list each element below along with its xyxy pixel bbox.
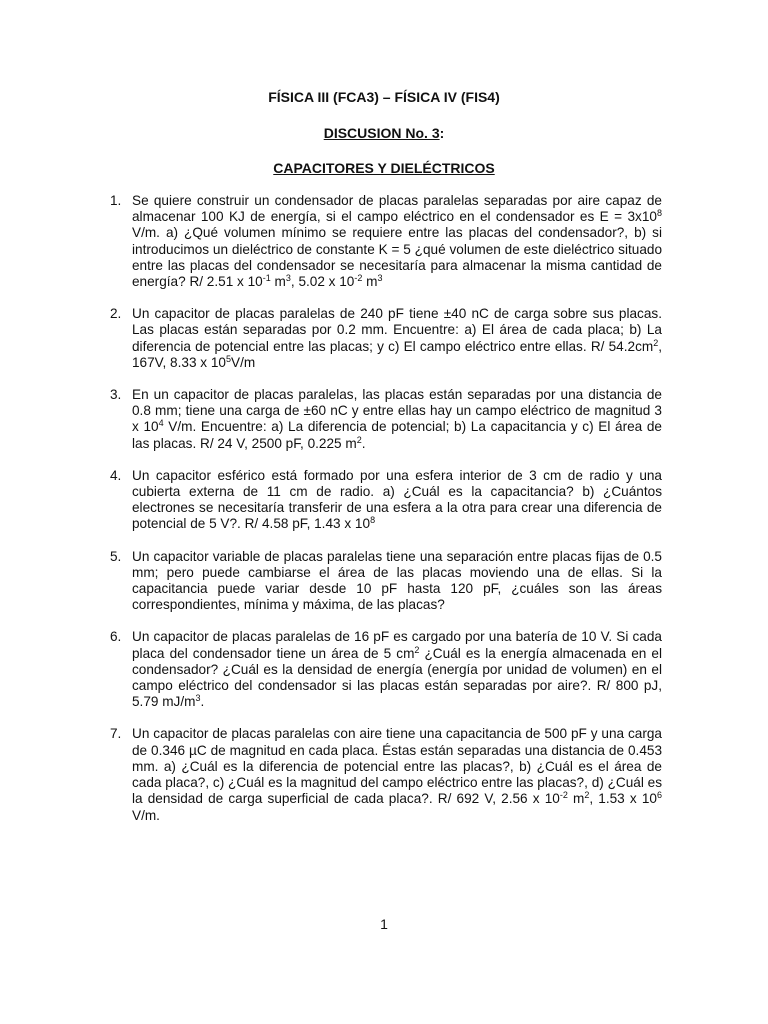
text-segment: , 1.53 x 10	[589, 791, 657, 807]
problem-number: 2.	[110, 306, 122, 322]
topic-title	[0, 160, 768, 176]
problem-number: 1.	[110, 193, 122, 208]
text-segment: , 5.02 x 10	[290, 274, 355, 290]
problem-item	[110, 726, 662, 823]
superscript: 2	[414, 644, 420, 655]
problem-number: 7.	[110, 726, 122, 742]
problem-text	[132, 549, 662, 614]
problem-text	[132, 387, 662, 452]
superscript: 3	[195, 693, 201, 704]
text-segment: Un capacitor de placas paralelas con aire tiene una capacitancia de 500 pF y una carga de 0.346 µC de magnitud en cada placa. Éstas están separadas una distancia de 0.453 mm. a) ¿Cuál es la diferencia de potencial entre las placas?, b) ¿Cuál es el área de cada placa?, c) ¿Cuál es la magnitud del campo eléctrico entre las placas?, d) ¿Cuál es la densidad de carga superficial de cada placa?. R/ 692 V, 2.56 x 10	[132, 726, 662, 807]
problem-number: 5.	[110, 548, 122, 564]
superscript: 3	[377, 273, 383, 284]
text-segment: Se quiere construir un condensador de placas paralelas separadas por aire capaz de almacenar 100 KJ de energía, si el campo eléctrico en el condensador es E = 3x10	[132, 193, 662, 225]
problem-item	[110, 549, 662, 614]
problem-item	[110, 306, 662, 371]
text-segment: V/m.	[132, 807, 160, 823]
superscript: 4	[158, 418, 164, 429]
superscript: -2	[354, 273, 363, 284]
text-segment: En un capacitor de placas paralelas, las placas están separadas por una distancia de 0.8 mm; tiene una carga de ±60 nC y entre ellas hay un campo eléctrico de magnitud 3 x 10	[132, 387, 662, 435]
superscript: 2	[356, 434, 362, 445]
problem-text	[132, 629, 662, 710]
text-segment: V/m	[231, 354, 256, 370]
problem-text	[132, 726, 662, 823]
problem-list	[110, 193, 662, 840]
topic-label: CAPACITORES Y DIELÉCTRICOS	[273, 160, 495, 176]
problem-item	[110, 193, 662, 290]
course-title: FÍSICA III (FCA3) – FÍSICA IV (FIS4)	[268, 89, 500, 105]
superscript: -1	[262, 273, 271, 284]
discussion-colon: :	[439, 125, 445, 141]
superscript: 8	[656, 208, 662, 219]
text-segment: Un capacitor de placas paralelas de 240 pF tiene ±40 nC de carga sobre sus placas. Las placas están separadas por 0.2 mm. Encuentre: a) El área de cada placa; b) La diferencia de potencial entre las placas; y c) El campo eléctrico entre ellas. R/ 54.2cm	[132, 306, 662, 354]
problem-item	[110, 629, 662, 710]
problem-number: 4.	[110, 467, 122, 483]
text-segment: .	[200, 694, 205, 710]
superscript: -2	[559, 790, 568, 801]
text-segment: V/m. Encuentre: a) La diferencia de potencial; b) La capacitancia y c) El área de las placas. R/ 24 V, 2500 pF, 0.225 m	[132, 419, 662, 451]
problem-item	[110, 387, 662, 452]
text-segment: V/m. a) ¿Qué volumen mínimo se requiere entre las placas del condensador?, b) si introducimos un dieléctrico de constante K = 5 ¿qué volumen de este dieléctrico situado entre las placas del condensador se necesitaría para almacenar la misma cantidad de energía? R/ 2.51 x 10	[132, 225, 662, 290]
text-segment: m	[270, 274, 286, 290]
problem-text	[132, 306, 662, 371]
problem-number: 3.	[110, 387, 122, 403]
superscript: 2	[584, 790, 590, 801]
page-number: 1	[380, 916, 388, 932]
superscript: 8	[370, 515, 376, 526]
superscript: 6	[656, 790, 662, 801]
text-segment: Un capacitor variable de placas paralelas tiene una separación entre placas fijas de 0.5 mm; pero puede cambiarse el área de las placas moviendo una de ellas. Si la capacitancia puede variar desde 10 pF hasta 120 pF, ¿cuáles son las áreas correspondientes, mínima y máxima, de las placas?	[132, 548, 662, 613]
problem-item	[110, 468, 662, 533]
text-segment: ¿Cuál es la energía almacenada en el condensador? ¿Cuál es la densidad de energía (energía por unidad de volumen) en el campo eléctrico del condensador si las placas están separadas por aire?. R/ 800 pJ, 5.79 mJ/m	[132, 645, 662, 710]
problem-number: 6.	[110, 629, 122, 645]
superscript: 5	[225, 353, 231, 364]
text-segment: .	[361, 435, 366, 451]
problem-text	[132, 468, 662, 533]
discussion-label: DISCUSION No. 3	[323, 125, 440, 141]
superscript: 3	[285, 273, 291, 284]
text-segment: m	[567, 791, 585, 807]
text-segment: , 167V, 8.33 x 10	[132, 338, 662, 370]
text-segment: m	[362, 274, 378, 290]
discussion-title	[0, 125, 768, 141]
text-segment: Un capacitor esférico está formado por una esfera interior de 3 cm de radio y una cubierta externa de 11 cm de radio. a) ¿Cuál es la capacitancia? b) ¿Cuántos electrones se necesitaría transferir de una esfera a la otra para crear una diferencia de potencial de 5 V?. R/ 4.58 pF, 1.43 x 10	[132, 467, 662, 532]
text-segment: Un capacitor de placas paralelas de 16 pF es cargado por una batería de 10 V. Si cada placa del condensador tiene un área de 5 cm	[132, 629, 662, 661]
problem-text	[132, 193, 662, 290]
superscript: 2	[653, 337, 659, 348]
